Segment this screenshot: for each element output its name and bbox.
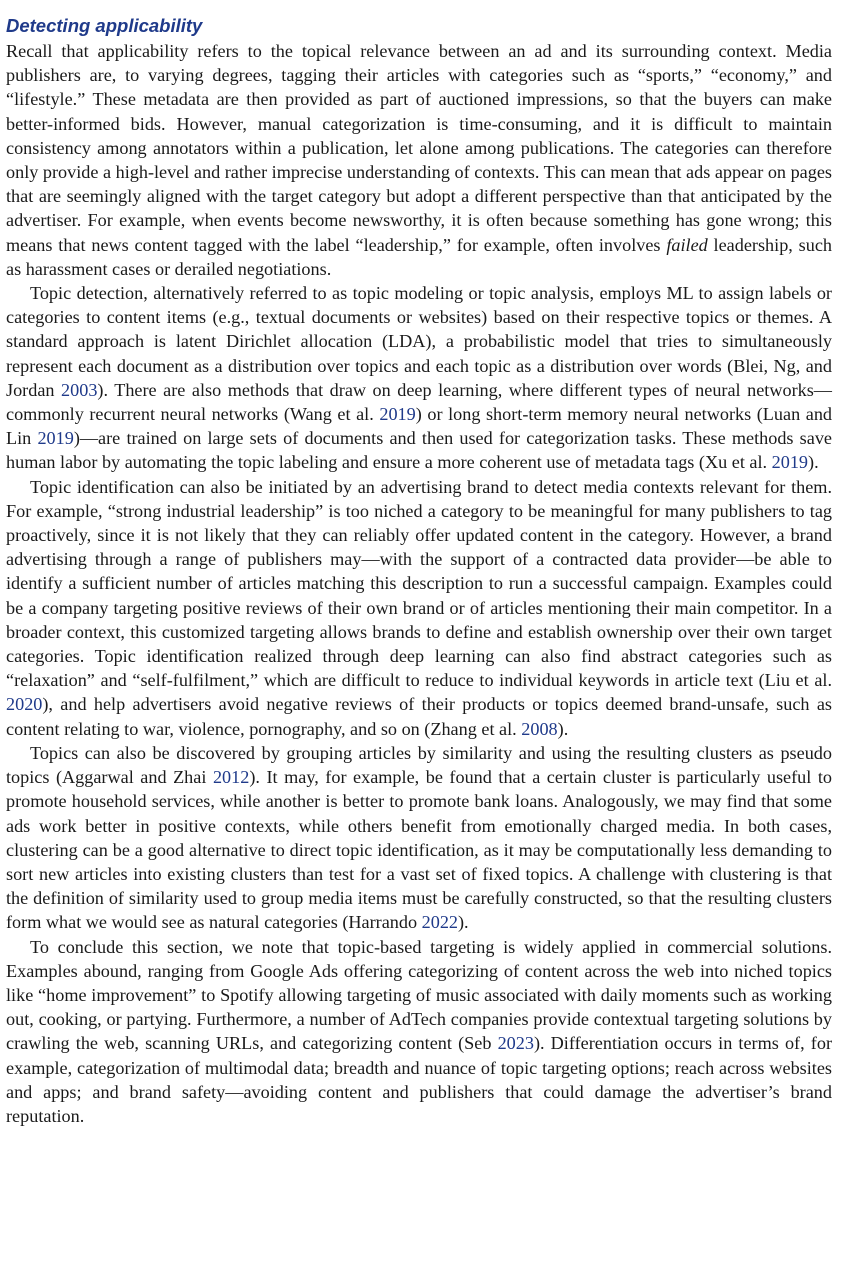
citation-year-link[interactable]: 2023 [497,1033,534,1054]
paragraph-text: Topic detection, alternatively referred to as topic modeling or topic analysis, employs ML to assign labels or categories to content items (e.g., textual documents or websites) based on their respective topics or themes. A standard approach is latent Dirichlet allocation (LDA), a probabilistic model that tries to simultaneously represent each document as a distribution over topics and each topic as a distribution over words (Blei, Ng, and Jordan [6,283,832,400]
body-text [6,39,832,1128]
citation-year-link[interactable]: 2022 [421,912,458,933]
paragraph-text: To conclude this section, we note that topic-based targeting is widely applied in commercial solutions. Examples abound, ranging from Google Ads offering categorizing of content across the web into niched topics like “home improvement” to Spotify allowing targeting of music associated with daily moments such as working out, cooking, or partying. Furthermore, a number of AdTech companies provide contextual targeting solutions by crawling the web, scanning URLs, and categorizing content (Seb [6,936,832,1054]
paragraph-5 [6,935,832,1129]
paragraph-text: ). There are also methods that draw on deep learning, where different types of neural networks—commonly recurrent neural networks (Wang et al. [6,379,832,425]
paragraph-text: ). [557,718,569,739]
citation-year-link[interactable]: 2003 [61,379,98,400]
citation-year-link[interactable]: 2020 [6,694,43,715]
citation-year-link[interactable]: 2012 [212,767,250,788]
paragraph-text: )—are trained on large sets of documents and then used for categorization tasks. These methods save human labor by automating the topic labeling and ensure a more coherent use of metadata tags (Xu et al. [6,428,832,473]
paragraph-text: leadership, such as harassment cases or derailed negotiations. [6,234,832,279]
paragraph-text: Topics can also be discovered by grouping articles by similarity and using the resulting clusters as pseudo topics (Aggarwal and Zhai [6,742,832,788]
paragraph-text: Topic identification can also be initiated by an advertising brand to detect media contexts relevant for them. For example, “strong industrial leadership” is too niched a category to be meaningful for many publishers to tag proactively, since it is not likely that they can reliably offer updated content in the category. However, a brand advertising through a range of publishers may—with the support of a contracted data provider—be able to identify a sufficient number of articles matching this description to run a successful campaign. Examples could be a company targeting positive reviews of their own brand or of articles mentioning their main competitor. In a broader context, this customized targeting allows brands to define and establish ownership over their own target categories. Topic identification realized through deep learning can also find abstract categories such as “relaxation” and “self-fulfilment,” which are difficult to reduce to individual keywords in article text (Liu et al. [6,476,832,691]
citation-year-link[interactable]: 2019 [379,404,416,425]
emphasis-text: failed [666,234,708,255]
paragraph-4 [6,741,832,935]
paragraph-3 [6,475,832,741]
paragraph-text: ). It may, for example, be found that a certain cluster is particularly useful to promote household services, while another is better to promote bank loans. Analogously, we may find that some ads work better in positive contexts, while others benefit from emotionally charged media. In both cases, clustering can be a good alternative to direct topic identification, as it may be computationally less demanding to sort new articles into existing clusters than test for a vast set of fixed topics. A challenge with clustering is that the definition of similarity used to group media items must be carefully constructed, so that the resulting clusters form what we would see as natural categories (Harrando [6,767,832,933]
citation-year-link[interactable]: 2008 [521,718,558,739]
citation-year-link[interactable]: 2019 [37,428,74,449]
citation-year-link[interactable]: 2019 [771,452,809,473]
paragraph-text: ). [458,912,469,933]
paragraph-text: ) or long short-term memory neural networks (Luan and Lin [6,404,833,449]
paragraph-text: ). Differentiation occurs in terms of, for example, categorization of multimodal data; breadth and nuance of topic targeting options; reach across websites and apps; and brand safety—avoiding content and publishers that could damage the advertiser’s brand reputation. [6,1033,832,1126]
paragraph-text: Recall that applicability refers to the topical relevance between an ad and its surrounding context. Media publishers are, to varying degrees, tagging their articles with categories such as “sports,” “economy,” and “lifestyle.” These metadata are then provided as part of auctioned impressions, so that the buyers can make better-informed bids. However, manual categorization is time-consuming, and it is difficult to maintain consistency among annotators within a publication, let alone among publications. The categories can therefore only provide a high-level and rather imprecise understanding of contexts. This can mean that ads appear on pages that are seemingly aligned with the target category but adopt a different perspective than that anticipated by the advertiser. For example, when events become newsworthy, it is often because something has gone wrong; this means that news content tagged with the label “leadership,” for example, often involves [6,41,832,255]
paragraph-2 [6,281,832,475]
paragraph-1 [6,39,832,281]
paragraph-text: ). [808,452,819,473]
section-heading: Detecting applicability [6,15,203,36]
paragraph-text: ), and help advertisers avoid negative reviews of their products or topics deemed brand-unsafe, such as content relating to war, violence, pornography, and so on (Zhang et al. [6,694,832,739]
